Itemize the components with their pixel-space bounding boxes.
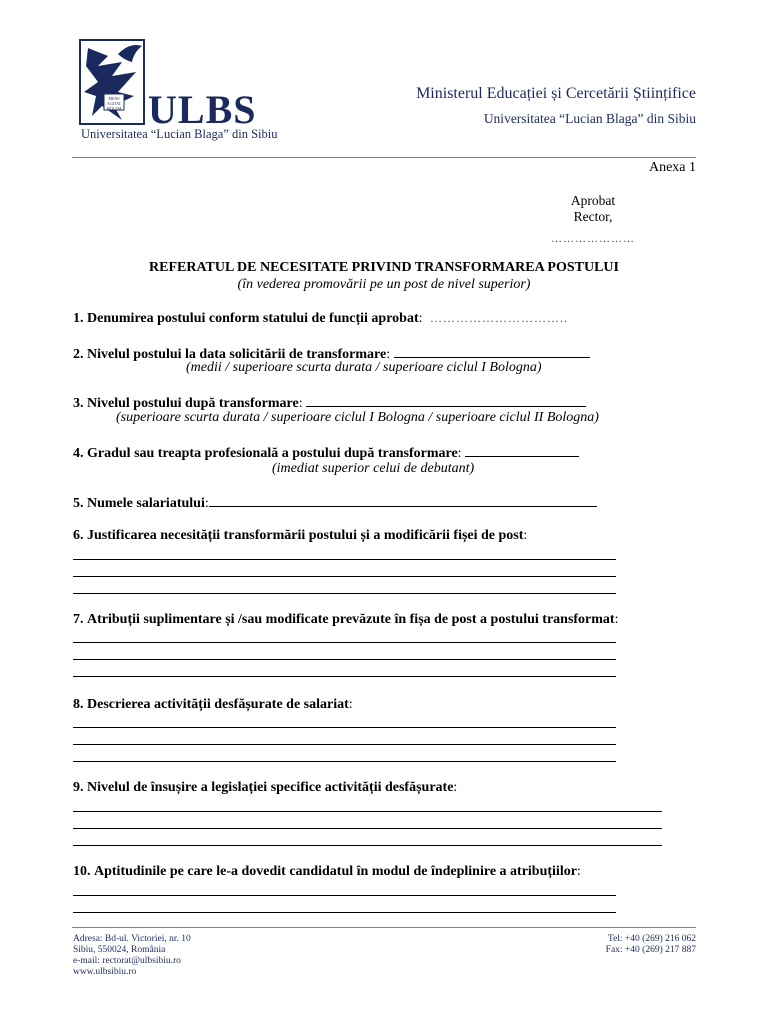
item-10 xyxy=(73,864,581,880)
item-6-answer-line[interactable] xyxy=(73,559,616,560)
item-7-answer-line[interactable] xyxy=(73,659,616,660)
footer-address xyxy=(73,934,191,978)
item-7-label: Atribuții suplimentare și /sau modificate prevăzute în fișa de post a postului transformat xyxy=(87,612,615,627)
phone-number: Tel: +40 (269) 216 062 xyxy=(607,934,696,944)
item-9-colon: : xyxy=(453,780,458,795)
item-10-number: 10. xyxy=(73,864,91,879)
footer-divider xyxy=(72,927,696,928)
item-9-number: 9. xyxy=(73,780,84,795)
item-8-answer-line[interactable] xyxy=(73,761,616,762)
item-6-label: Justificarea necesității transformării postului și a modificării fișei de post xyxy=(87,528,524,543)
signature-dots: ………………… xyxy=(551,233,635,245)
website-link[interactable]: www.ulbsibiu.ro xyxy=(73,967,137,977)
item-7 xyxy=(73,612,619,628)
item-2-fill[interactable] xyxy=(394,345,590,358)
email-link[interactable]: e-mail: rectorat@ulbsibiu.ro xyxy=(73,956,181,966)
item-4-fill[interactable] xyxy=(465,444,579,457)
approval-block xyxy=(545,193,641,247)
item-1-fill[interactable]: ………………………….. xyxy=(430,311,569,325)
item-7-answer-line[interactable] xyxy=(73,676,616,677)
item-1-label: Denumirea postului conform statului de funcții aprobat xyxy=(87,311,419,326)
item-9-label: Nivelul de însușire a legislației specifice activității desfășurate xyxy=(87,780,454,795)
item-1-number: 1. xyxy=(73,311,84,326)
item-5-fill[interactable] xyxy=(209,494,597,507)
logo-text: ULBS xyxy=(148,87,257,132)
item-4-number: 4. xyxy=(73,446,84,461)
university-name: Universitatea “Lucian Blaga” din Sibiu xyxy=(483,111,696,126)
item-9 xyxy=(73,780,457,796)
item-5 xyxy=(73,494,597,512)
fax-number: Fax: +40 (269) 217 887 xyxy=(605,945,696,955)
item-8-colon: : xyxy=(348,697,353,712)
address-city: Sibiu, 550024, România xyxy=(73,945,166,955)
item-2-number: 2. xyxy=(73,347,84,362)
item-8 xyxy=(73,697,353,713)
item-7-answer-line[interactable] xyxy=(73,642,616,643)
item-10-label: Aptitudinile pe care le-a dovedit candidatul în modul de îndeplinire a atribuțiilor xyxy=(94,864,577,879)
item-10-answer-line[interactable] xyxy=(73,912,616,913)
ministry-name: Ministerul Educației și Cercetării Științifice xyxy=(416,85,696,102)
item-8-number: 8. xyxy=(73,697,84,712)
item-9-answer-line[interactable] xyxy=(73,811,662,812)
item-8-answer-line[interactable] xyxy=(73,744,616,745)
document-title: REFERATUL DE NECESITATE PRIVIND TRANSFORMAREA POSTULUI xyxy=(149,260,619,275)
item-4-label: Gradul sau treapta profesională a postului după transformare xyxy=(87,446,458,461)
item-6-colon: : xyxy=(523,528,528,543)
item-7-colon: : xyxy=(614,612,619,627)
item-10-answer-line[interactable] xyxy=(73,895,616,896)
item-4-colon: : xyxy=(457,446,462,461)
item-5-label: Numele salariatului xyxy=(87,496,205,511)
item-3-number: 3. xyxy=(73,396,84,411)
item-6 xyxy=(73,528,527,544)
item-7-number: 7. xyxy=(73,612,84,627)
header-divider xyxy=(72,157,696,158)
item-5-colon: : xyxy=(204,496,209,511)
item-8-answer-line[interactable] xyxy=(73,727,616,728)
document-subtitle: (în vederea promovării pe un post de nivel superior) xyxy=(237,277,531,292)
item-8-label: Descrierea activității desfășurate de salariat xyxy=(87,697,349,712)
item-5-number: 5. xyxy=(73,496,84,511)
item-4-hint: (imediat superior celui de debutant) xyxy=(272,461,475,476)
footer-contact xyxy=(606,934,696,956)
annex-label: Anexa 1 xyxy=(648,160,696,175)
item-10-colon: : xyxy=(576,864,581,879)
item-6-answer-line[interactable] xyxy=(73,576,616,577)
item-3-hint: (superioare scurta durata / superioare ciclul I Bologna / superioare ciclul II Bologna) xyxy=(116,410,599,425)
item-2-hint: (medii / superioare scurta durata / superioare ciclul I Bologna) xyxy=(186,360,542,375)
item-3-fill[interactable] xyxy=(306,394,586,407)
logo-motto: MENS AGITAT MOLEM xyxy=(106,96,122,111)
item-2-label: Nivelul postului la data solicitării de transformare xyxy=(87,347,387,362)
item-1 xyxy=(73,311,568,327)
item-1-colon: : xyxy=(418,311,423,326)
logo-university-name: Universitatea “Lucian Blaga” din Sibiu xyxy=(81,127,278,141)
approval-label: Aprobat xyxy=(570,193,616,208)
item-4 xyxy=(73,444,579,462)
item-3-colon: : xyxy=(298,396,303,411)
item-2-colon: : xyxy=(386,347,391,362)
item-9-answer-line[interactable] xyxy=(73,845,662,846)
item-3-label: Nivelul postului după transformare xyxy=(87,396,299,411)
rector-label: Rector, xyxy=(573,209,613,224)
item-6-number: 6. xyxy=(73,528,84,543)
address-street: Adresa: Bd-ul. Victoriei, nr. 10 xyxy=(73,934,191,944)
item-6-answer-line[interactable] xyxy=(73,593,616,594)
item-9-answer-line[interactable] xyxy=(73,828,662,829)
